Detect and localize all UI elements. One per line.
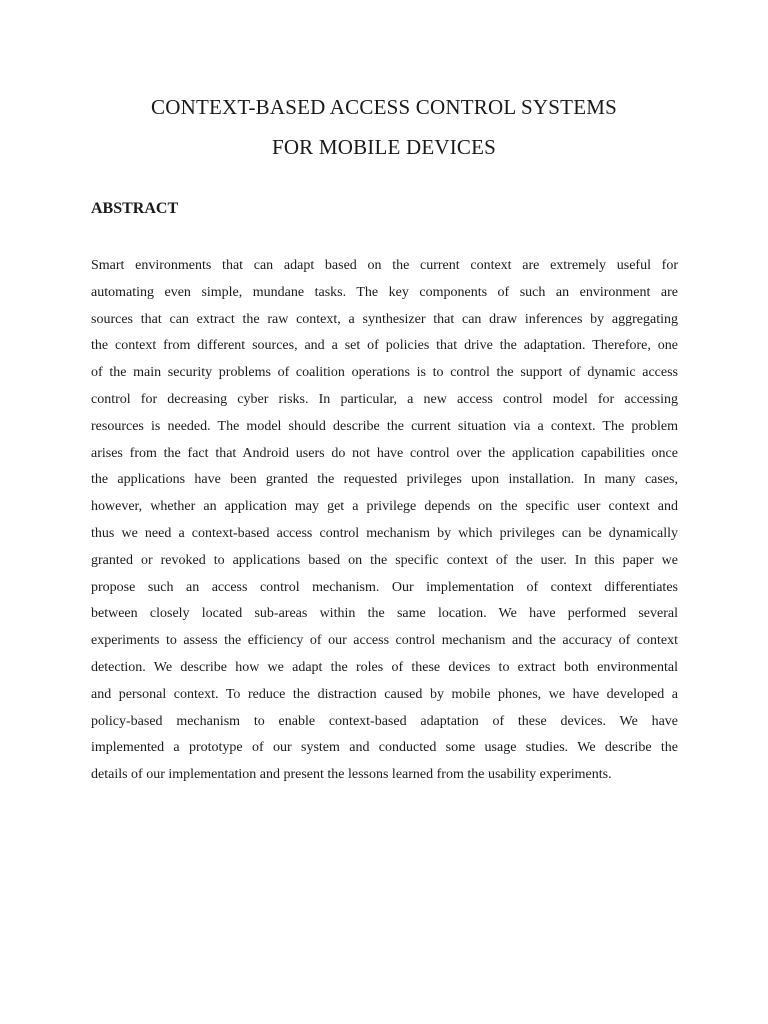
abstract-line: resources is needed. The model should describe the current situation via a context. The problem — [91, 418, 678, 434]
abstract-line: Smart environments that can adapt based on the current context are extremely useful for — [91, 258, 678, 273]
document-title-line-2: FOR MOBILE DEVICES — [271, 135, 497, 159]
abstract-line: thus we need a context-based access control mechanism by which privileges can be dynamically — [91, 525, 678, 541]
abstract-line: arises from the fact that Android users do not have control over the application capabilities once — [91, 445, 678, 461]
abstract-line: and personal context. To reduce the distraction caused by mobile phones, we have developed a — [91, 686, 678, 702]
abstract-line: the applications have been granted the requested privileges upon installation. In many cases, — [91, 472, 678, 488]
abstract-line: granted or revoked to applications based on the specific context of the user. In this paper we — [91, 552, 678, 568]
section-heading-abstract: ABSTRACT — [91, 200, 179, 217]
abstract-line: policy-based mechanism to enable context-based adaptation of these devices. We have — [91, 713, 678, 729]
abstract-line: however, whether an application may get a privilege depends on the specific user context and — [91, 499, 678, 515]
abstract-line: implemented a prototype of our system and conducted some usage studies. We describe the — [91, 740, 678, 756]
abstract-line: details of our implementation and present the lessons learned from the usability experiments. — [91, 767, 612, 783]
abstract-paragraph — [91, 253, 678, 789]
abstract-line: between closely located sub-areas within the same location. We have performed several — [91, 606, 678, 622]
abstract-line: experiments to assess the efficiency of our access control mechanism and the accuracy of context — [91, 633, 678, 649]
abstract-line: control for decreasing cyber risks. In particular, a new access control model for accessing — [91, 391, 678, 407]
abstract-line: propose such an access control mechanism. Our implementation of context differentiates — [91, 579, 678, 595]
document-title-line-1: CONTEXT-BASED ACCESS CONTROL SYSTEMS — [151, 95, 617, 119]
abstract-line: the context from different sources, and a set of policies that drive the adaptation. Therefore, one — [91, 338, 678, 354]
abstract-line: detection. We describe how we adapt the roles of these devices to extract both environmental — [91, 659, 678, 675]
abstract-line: automating even simple, mundane tasks. The key components of such an environment are — [91, 284, 678, 300]
abstract-line: of the main security problems of coalition operations is to control the support of dynamic access — [91, 365, 678, 381]
abstract-line: sources that can extract the raw context, a synthesizer that can draw inferences by aggregating — [91, 311, 678, 327]
